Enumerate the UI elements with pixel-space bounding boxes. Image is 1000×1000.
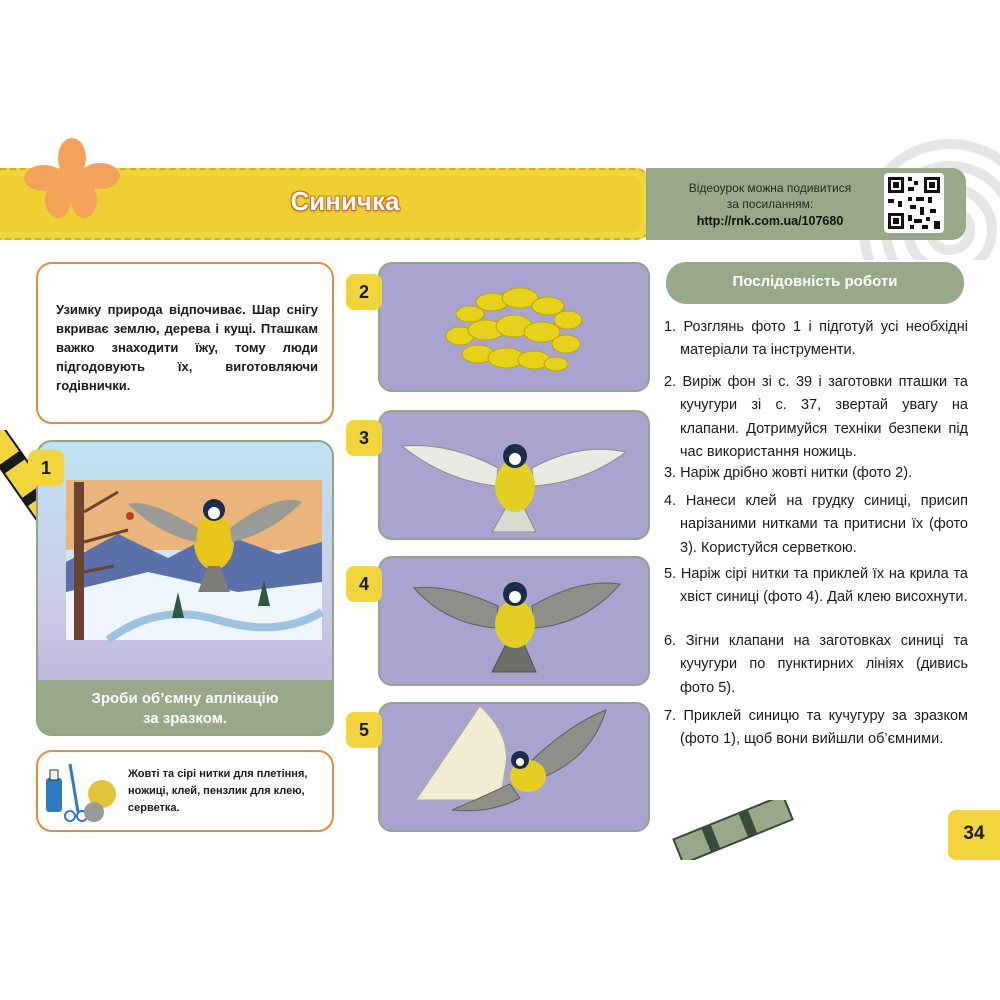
photo-number-badge: 3 [346, 420, 382, 456]
steps-header: Послідовність роботи [732, 273, 898, 290]
materials-text: Жовті та сірі нитки для плетіння, ножиці, клей, пензлик для клею, серветка. [128, 768, 308, 814]
folded-flaps-image [380, 704, 650, 832]
photo-number-badge: 4 [346, 566, 382, 602]
step-item: 2. Виріж фон зі с. 39 і заготовки пташки та кучугури зі с. 37, звертай увагу на клапани. Дотримуйся техніки безпеки під час використання ножиць. [664, 374, 968, 461]
photo-number-badge: 1 [28, 450, 64, 486]
yellow-threads-image [380, 264, 650, 392]
step-item: 5. Наріж сірі нитки та приклей їх на крила та хвіст синиці (фото 4). Дай клею висохнути. [664, 566, 968, 606]
photo-number-badge: 5 [346, 712, 382, 748]
photo-1-caption-line2: за зразком. [143, 710, 227, 727]
video-link[interactable]: http://rnk.com.ua/107680 [696, 214, 844, 228]
photo-4-panel [378, 556, 650, 686]
photo-2-panel [378, 262, 650, 392]
bird-with-grey-wings-image [380, 558, 650, 686]
pencil-decoration-icon [664, 800, 794, 860]
photo-3-panel [378, 410, 650, 540]
bird-with-yellow-breast-image [380, 412, 650, 540]
photo-5-panel [378, 702, 650, 832]
photo-1-caption-line1: Зроби об’ємну аплікацію [91, 690, 279, 707]
step-item: 7. Приклей синицю та кучугуру за зразком (фото 1), щоб вони вийшли об’ємними. [664, 708, 968, 748]
step-item: 6. Зігни клапани на заготовках синиці та кучугури по пунктирних лініях (дивись фото 5). [664, 633, 968, 696]
photo-number-badge: 2 [346, 274, 382, 310]
qr-code-icon [884, 173, 944, 233]
page-title: Синичка [290, 186, 400, 216]
intro-text: Узимку природа відпочиває. Шар снігу вкриває землю, дерева і кущі. Пташкам важко знаходити їжу, тому люди підгодовують їх, виготовляючи годівнички. [56, 302, 318, 393]
video-note-line2: за посиланням: [726, 197, 814, 211]
step-item: 1. Розглянь фото 1 і підготуй усі необхідні матеріали та інструменти. [664, 319, 968, 359]
page-number: 34 [963, 823, 985, 844]
materials-icon [42, 756, 122, 826]
step-item: 4. Нанеси клей на грудку синиці, присип нарізаними нитками та притисни їх (фото 3). Користуйся серветкою. [664, 493, 968, 556]
step-item: 3. Наріж дрібно жовті нитки (фото 2). [664, 465, 913, 481]
qr-code[interactable] [884, 173, 944, 233]
video-note-line1: Відеоурок можна подивитися [688, 181, 852, 195]
